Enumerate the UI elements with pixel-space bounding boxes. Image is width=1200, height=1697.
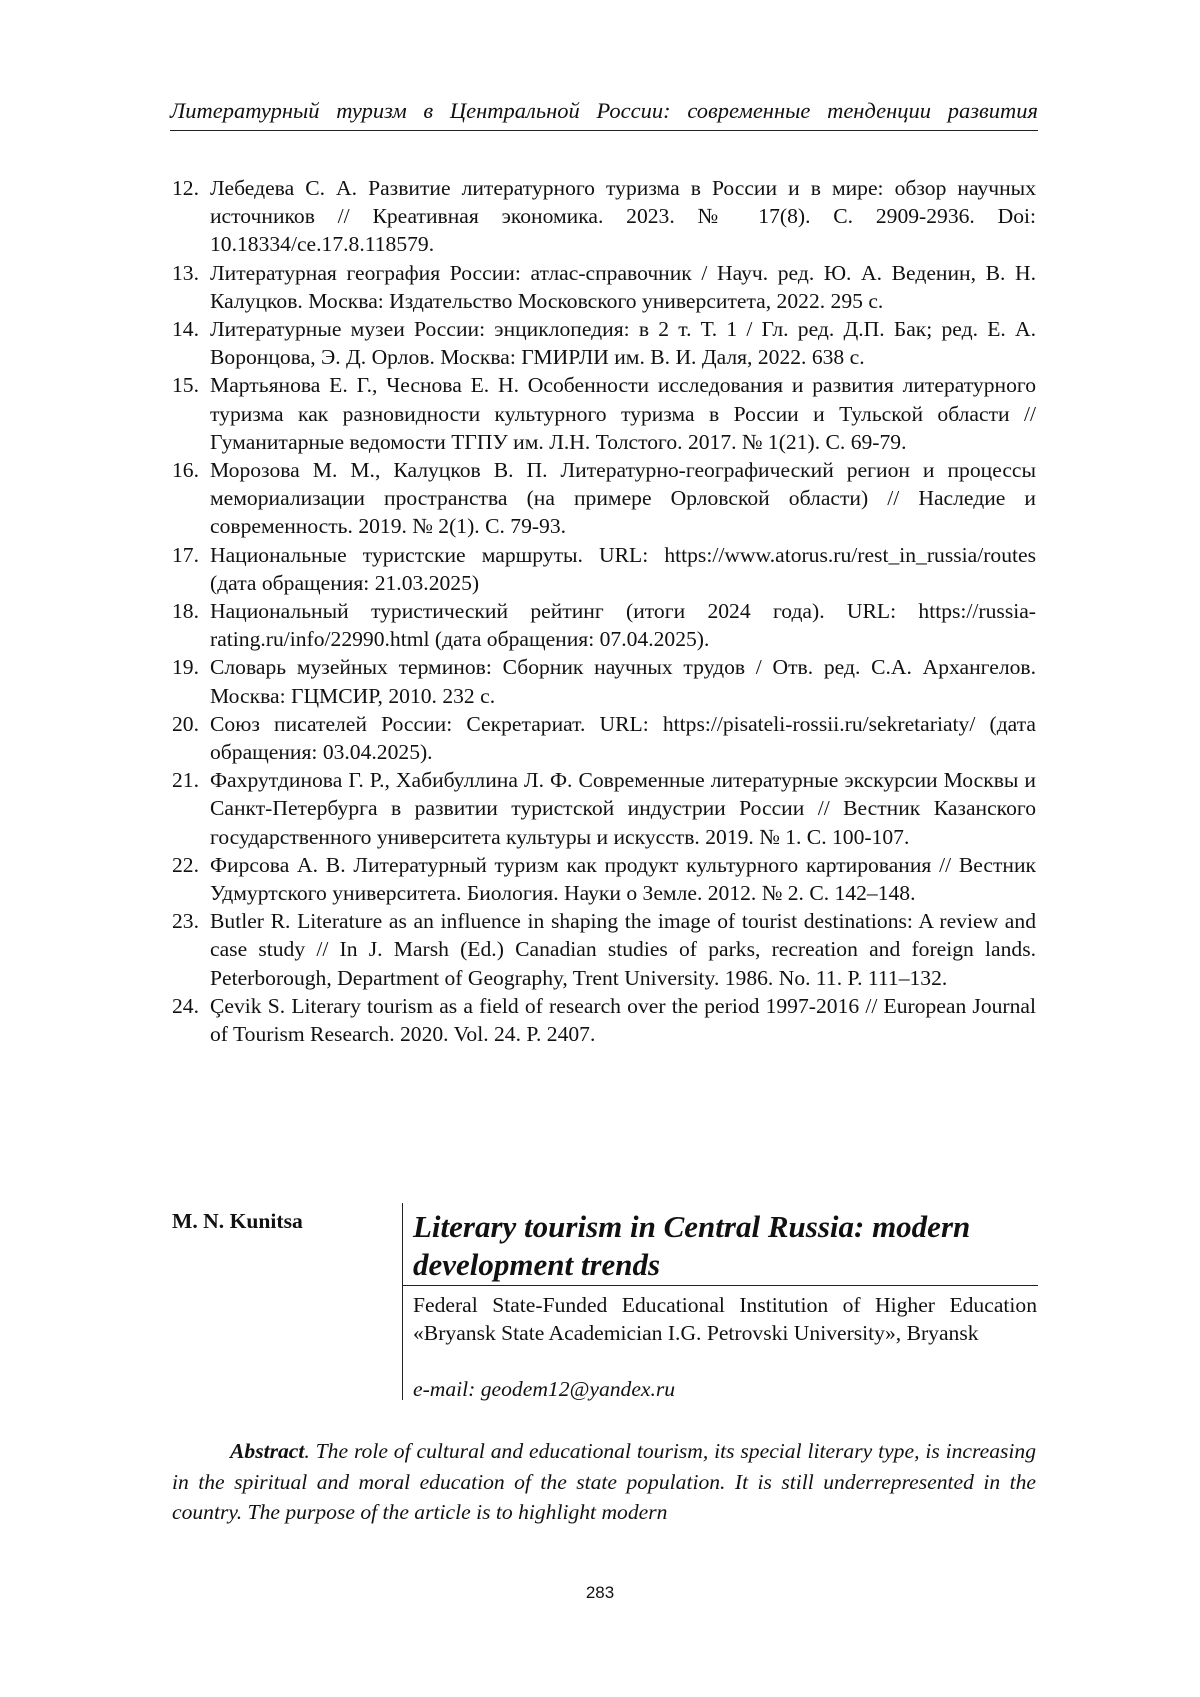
page-number: 283 — [585, 1583, 615, 1602]
reference-number: 14. — [172, 317, 199, 342]
reference-text: Национальный туристический рейтинг (итоги 2024 года). URL: https://russia-rating.ru/info/22990.html (дата обращения: 07.04.2025). — [210, 599, 1036, 652]
title-rule — [402, 1285, 1038, 1286]
reference-number: 21. — [172, 768, 199, 793]
reference-item — [172, 766, 1036, 851]
reference-item — [172, 371, 1036, 456]
reference-number: 18. — [172, 599, 199, 624]
reference-item — [172, 653, 1036, 709]
reference-item — [172, 541, 1036, 597]
abstract-label: Abstract — [230, 1439, 305, 1463]
reference-number: 13. — [172, 260, 199, 285]
author-email: e-mail: geodem12@yandex.ru — [413, 1377, 676, 1401]
reference-number: 16. — [172, 458, 199, 483]
reference-list — [172, 174, 1036, 1048]
reference-item — [172, 259, 1036, 315]
reference-text: Фахрутдинова Г. Р., Хабибуллина Л. Ф. Современные литературные экскурсии Москвы и Санкт-Петербурга в развитии туристской индустрии России // Вестник Казанского государственного университета культуры и искусств. 2019. № 1. С. 100-107. — [210, 768, 1036, 849]
reference-item — [172, 851, 1036, 907]
reference-number: 15. — [172, 373, 199, 398]
reference-item — [172, 456, 1036, 541]
reference-text: Словарь музейных терминов: Сборник научных трудов / Отв. ред. С.А. Архангелов. Москва: ГЦМСИР, 2010. 232 с. — [210, 655, 1036, 708]
reference-item — [172, 315, 1036, 371]
reference-text: Союз писателей России: Секретариат. URL: https://pisateli-rossii.ru/sekretariaty/ (дата обращения: 03.04.2025). — [210, 711, 1036, 765]
reference-number: 19. — [172, 655, 199, 680]
reference-number: 24. — [172, 993, 199, 1018]
abstract-text: . The role of cultural and educational tourism, its special literary type, is increasing in the spiritual and moral education of the state population. It is still underrepresented in the country. The purpose of the article is to highlight modern — [172, 1439, 1036, 1524]
reference-text: Butler R. Literature as an influence in shaping the image of tourist destinations: A review and case study // In J. Marsh (Ed.) Canadian studies of parks, recreation and foreign lands. Peterborough, Department of Geography, Trent University. 1986. No. 11. P. 111–132. — [210, 909, 1036, 990]
reference-item — [172, 174, 1036, 259]
header-rule — [170, 130, 1038, 131]
reference-number: 20. — [172, 711, 199, 736]
reference-text: Çevik S. Literary tourism as a field of research over the period 1997-2016 // European Journal of Tourism Research. 2020. Vol. 24. P. 2407. — [210, 993, 1036, 1047]
reference-text: Фирсова А. В. Литературный туризм как продукт культурного картирования // Вестник Удмуртского университета. Биология. Науки о Земле. 2012. № 2. С. 142–148. — [210, 852, 1036, 906]
abstract — [172, 1436, 1036, 1528]
reference-text: Литературные музеи России: энциклопедия: в 2 т. Т. 1 / Гл. ред. Д.П. Бак; ред. Е. А. Воронцова, Э. Д. Орлов. Москва: ГМИРЛИ им. В. И. Даля, 2022. 638 с. — [210, 317, 1036, 370]
reference-text: Лебедева С. А. Развитие литературного туризма в России и в мире: обзор научных источников // Креативная экономика. 2023. № 17(8). С. 2909-2936. Doi: 10.18334/ce.17.8.118579. — [210, 176, 1036, 257]
reference-text: Национальные туристские маршруты. URL: https://www.atorus.ru/rest_in_russia/routes (дата обращения: 21.03.2025) — [210, 542, 1036, 595]
article-title: Literary tourism in Central Russia: modern development trends — [413, 1209, 971, 1282]
reference-text: Мартьянова Е. Г., Чеснова Е. Н. Особенности исследования и развития литературного туризма как разновидности культурного туризма в России и Тульской области // Гуманитарные ведомости ТГПУ им. Л.Н. Толстого. 2017. № 1(21). С. 69-79. — [210, 373, 1036, 454]
reference-item — [172, 992, 1036, 1048]
reference-number: 22. — [172, 852, 199, 877]
reference-item — [172, 710, 1036, 766]
affiliation: Federal State-Funded Educational Institution of Higher Education «Bryansk State Academician I.G. Petrovski University», Bryansk — [413, 1293, 1037, 1346]
reference-number: 17. — [172, 542, 199, 567]
running-header: Литературный туризм в Центральной России: современные тенденции развития — [170, 98, 1038, 123]
reference-text: Литературная география России: атлас-справочник / Науч. ред. Ю. А. Веденин, В. Н. Калуцков. Москва: Издательство Московского университета, 2022. 295 с. — [210, 260, 1036, 313]
reference-text: Морозова М. М., Калуцков В. П. Литературно-географический регион и процессы мемориализации пространства (на примере Орловской области) // Наследие и современность. 2019. № 2(1). С. 79-93. — [210, 458, 1036, 539]
reference-item — [172, 907, 1036, 992]
reference-number: 23. — [172, 909, 199, 934]
reference-item — [172, 597, 1036, 653]
author-name: M. N. Kunitsa — [172, 1209, 303, 1233]
reference-number: 12. — [172, 176, 199, 200]
vertical-divider — [402, 1203, 403, 1400]
